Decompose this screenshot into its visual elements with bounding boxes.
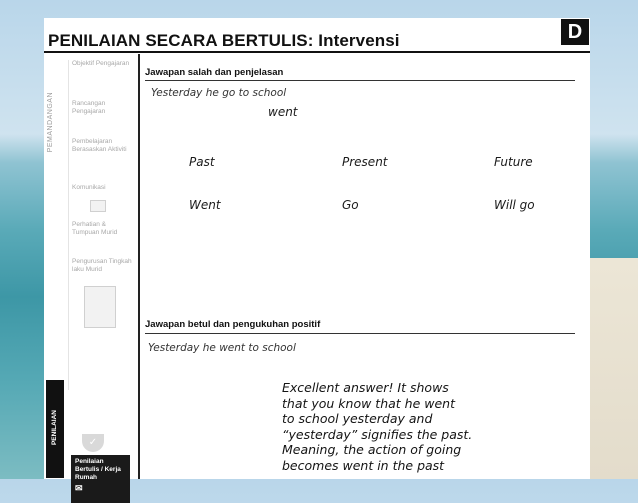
section-wrong-answer-rule xyxy=(145,80,575,81)
section-correct-answer-rule xyxy=(145,333,575,334)
homework-box xyxy=(71,455,130,503)
background-sand xyxy=(590,258,638,479)
assessment-tab xyxy=(46,380,64,478)
tense-header-past: Past xyxy=(189,155,215,169)
section-correct-answer-label: Jawapan betul dan pengukuhan positif xyxy=(145,319,321,330)
behaviour-icon xyxy=(84,286,116,328)
title-divider xyxy=(44,51,590,53)
envelope-icon: ✉ xyxy=(75,483,83,493)
correct-sentence: Yesterday he went to school xyxy=(148,342,296,354)
feedback-line: becomes went in the past xyxy=(282,457,445,473)
sidebar-item-attention: Perhatian & Tumpuan Murid xyxy=(72,221,118,236)
page-title: PENILAIAN SECARA BERTULIS: Intervensi xyxy=(48,31,400,50)
sidebar-column-line xyxy=(68,60,69,390)
shield-icon: ✓ xyxy=(82,434,104,452)
homework-label: Penilaian Bertulis / Kerja Rumah xyxy=(75,458,121,481)
slide-page xyxy=(44,18,590,493)
sidebar-border xyxy=(138,54,140,479)
tense-header-present: Present xyxy=(342,155,388,169)
feedback-line: to school yesterday and xyxy=(282,411,433,426)
tense-header-future: Future xyxy=(494,155,533,169)
positive-feedback xyxy=(282,380,552,473)
wrong-sentence: Yesterday he go to school xyxy=(151,87,287,99)
section-wrong-answer-label: Jawapan salah dan penjelasan xyxy=(145,67,284,78)
sidebar-item-communication: Komunikasi xyxy=(72,184,106,191)
feedback-line: Meaning, the action of going xyxy=(282,442,462,457)
sidebar-item-plan: Rancangan Pengajaran xyxy=(72,100,106,115)
sidebar-item-activity: Pembelajaran Berasaskan Aktiviti xyxy=(72,138,127,153)
tense-value-future: Will go xyxy=(494,198,535,212)
sidebar-vertical-label: PEMANDANGAN xyxy=(47,92,54,153)
sidebar-item-behaviour: Pengurusan Tingkah laku Murid xyxy=(72,258,132,273)
feedback-line: “yesterday” signifies the past. xyxy=(282,426,473,442)
sidebar xyxy=(44,54,141,493)
assessment-tab-label: PENILAIAN xyxy=(51,410,58,446)
communication-icon xyxy=(90,200,106,212)
sidebar-item-objective: Objektif Pengajaran xyxy=(72,60,130,67)
feedback-line: that you know that he went xyxy=(282,395,455,411)
section-badge: D xyxy=(561,19,589,45)
tense-value-past: Went xyxy=(189,198,221,212)
feedback-line: Excellent answer! It shows xyxy=(282,380,449,395)
correction-word: went xyxy=(268,105,298,119)
tense-value-present: Go xyxy=(342,198,359,212)
